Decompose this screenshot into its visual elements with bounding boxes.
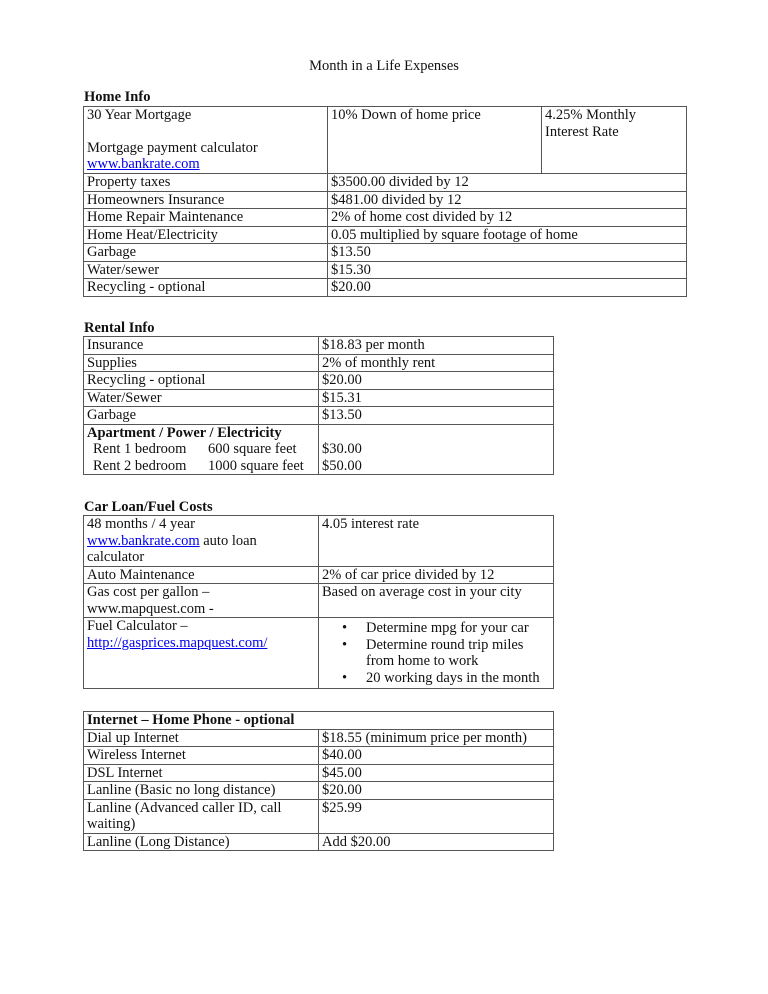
item-value: $50.00 — [322, 457, 362, 474]
row-value: Add $20.00 — [319, 833, 554, 851]
row-label: Dial up Internet — [84, 729, 319, 747]
rental-info-table — [83, 336, 554, 475]
gas-site: www.mapquest.com - — [87, 600, 214, 617]
table-row — [84, 729, 554, 747]
home-info-heading: Home Info — [84, 89, 151, 105]
item-size: 600 square feet — [208, 441, 297, 457]
table-row — [84, 566, 554, 584]
row-label: Recycling - optional — [84, 279, 328, 297]
row-value: 0.05 multiplied by square footage of home — [328, 226, 687, 244]
row-label: Home Heat/Electricity — [84, 226, 328, 244]
row-value: $3500.00 divided by 12 — [328, 174, 687, 192]
table-row — [84, 407, 554, 425]
table-row — [84, 516, 554, 567]
mortgage-label: 30 Year Mortgage — [87, 107, 192, 123]
row-value: $20.00 — [328, 279, 687, 297]
table-row — [84, 799, 554, 833]
item-value: $30.00 — [322, 441, 362, 457]
table-row — [84, 584, 554, 618]
apartment-item — [87, 458, 315, 475]
apartment-values — [319, 424, 554, 475]
row-value: $20.00 — [319, 782, 554, 800]
row-value: $15.31 — [319, 389, 554, 407]
row-value: 2% of monthly rent — [319, 354, 554, 372]
row-value: $15.30 — [328, 261, 687, 279]
fuel-cell — [84, 618, 319, 689]
loan-cell — [84, 516, 319, 567]
table-row — [84, 712, 554, 730]
row-value: 2% of car price divided by 12 — [319, 566, 554, 584]
interest-rate-cell: 4.25% Monthly Interest Rate — [542, 107, 687, 174]
row-value: Based on average cost in your city — [319, 584, 554, 618]
internet-heading: Internet – Home Phone - optional — [84, 712, 554, 730]
row-label: Supplies — [84, 354, 319, 372]
bullet-item: • Determine mpg for your car — [322, 620, 550, 637]
row-label: Garbage — [84, 244, 328, 262]
apartment-cell — [84, 424, 319, 475]
row-label: Auto Maintenance — [84, 566, 319, 584]
row-value: $13.50 — [328, 244, 687, 262]
row-value: $13.50 — [319, 407, 554, 425]
bankrate-link[interactable]: www.bankrate.com — [87, 156, 200, 172]
home-info-table — [83, 106, 687, 297]
row-label: Lanline (Long Distance) — [84, 833, 319, 851]
rental-info-heading: Rental Info — [84, 320, 155, 336]
table-row — [84, 174, 687, 192]
row-label: Home Repair Maintenance — [84, 209, 328, 227]
table-row — [84, 747, 554, 765]
row-label: Homeowners Insurance — [84, 191, 328, 209]
bullet-item: • Determine round trip miles from home to work — [322, 637, 550, 670]
apartment-item — [87, 441, 315, 458]
row-label: Water/sewer — [84, 261, 328, 279]
table-row — [84, 389, 554, 407]
calc-label: Mortgage payment calculator — [87, 139, 258, 156]
gas-cell — [84, 584, 319, 618]
table-row — [84, 354, 554, 372]
internet-table — [83, 711, 554, 851]
table-row — [84, 618, 554, 689]
row-value: $18.83 per month — [319, 337, 554, 355]
table-row — [84, 764, 554, 782]
car-loan-table — [83, 515, 554, 689]
row-value: $40.00 — [319, 747, 554, 765]
table-row — [84, 107, 687, 174]
row-value: $20.00 — [319, 372, 554, 390]
table-row — [84, 337, 554, 355]
item-label: Rent 1 bedroom — [93, 441, 187, 457]
bankrate-auto-link[interactable]: www.bankrate.com — [87, 532, 200, 549]
row-label: Water/Sewer — [84, 389, 319, 407]
table-row — [84, 244, 687, 262]
row-value: 2% of home cost divided by 12 — [328, 209, 687, 227]
row-label: Property taxes — [84, 174, 328, 192]
row-label: Lanline (Basic no long distance) — [84, 782, 319, 800]
table-row — [84, 782, 554, 800]
row-value: $481.00 divided by 12 — [328, 191, 687, 209]
table-row — [84, 372, 554, 390]
row-label: Garbage — [84, 407, 319, 425]
car-loan-heading: Car Loan/Fuel Costs — [84, 499, 213, 515]
table-row — [84, 226, 687, 244]
row-label: Lanline (Advanced caller ID, call waiting) — [84, 799, 319, 833]
gas-label: Gas cost per gallon – — [87, 584, 210, 600]
table-row — [84, 424, 554, 475]
row-value: $45.00 — [319, 764, 554, 782]
table-row — [84, 191, 687, 209]
down-payment-cell: 10% Down of home price — [328, 107, 542, 174]
link-suffix: auto loan calculator — [87, 532, 257, 565]
row-label: Wireless Internet — [84, 747, 319, 765]
fuel-label: Fuel Calculator – — [87, 618, 188, 634]
row-value: $18.55 (minimum price per month) — [319, 729, 554, 747]
row-value: $25.99 — [319, 799, 554, 833]
item-size: 1000 square feet — [208, 457, 304, 474]
table-row — [84, 209, 687, 227]
row-value: 4.05 interest rate — [319, 516, 554, 567]
table-row — [84, 261, 687, 279]
fuel-bullets — [319, 618, 554, 689]
row-label: Insurance — [84, 337, 319, 355]
bullet-item: • 20 working days in the month — [322, 670, 550, 687]
mortgage-cell — [84, 107, 328, 174]
table-row — [84, 833, 554, 851]
table-row — [84, 279, 687, 297]
gasprices-link[interactable]: http://gasprices.mapquest.com/ — [87, 634, 268, 651]
loan-term: 48 months / 4 year — [87, 516, 195, 532]
item-label: Rent 2 bedroom — [93, 457, 187, 474]
row-label: Recycling - optional — [84, 372, 319, 390]
page-title: Month in a Life Expenses — [309, 58, 459, 74]
row-label: DSL Internet — [84, 764, 319, 782]
apartment-heading: Apartment / Power / Electricity — [87, 424, 282, 441]
